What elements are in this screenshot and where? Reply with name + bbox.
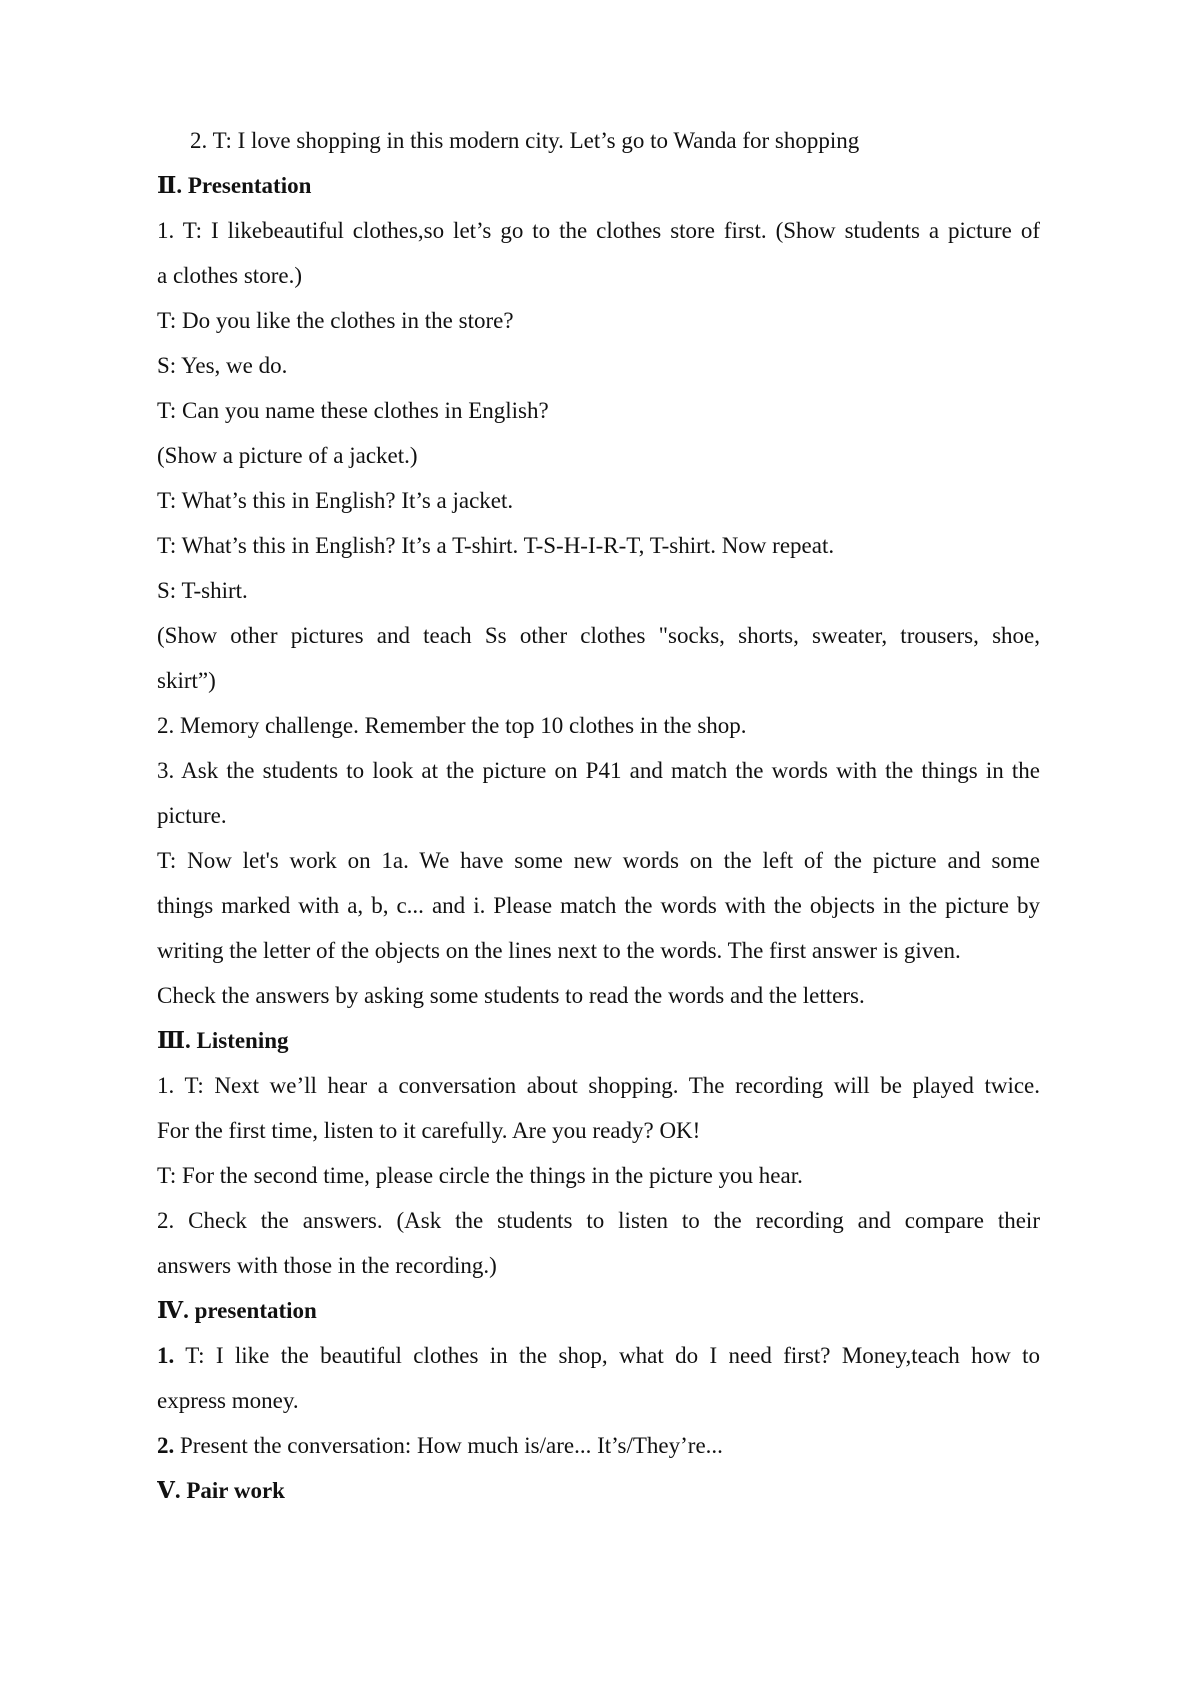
item-number: 1.	[157, 1343, 175, 1368]
section-heading-presentation-2: Ⅳ. presentation	[157, 1298, 317, 1323]
text-line: T: What’s this in English? It’s a jacket.	[157, 488, 514, 513]
item-number: 2.	[157, 1433, 175, 1458]
text-line: things marked with a, b, c... and i. Please match the words with the objects in the picture by	[157, 893, 1040, 918]
text-line: answers with those in the recording.)	[157, 1253, 497, 1278]
text-line: 1. T: Next we’ll hear a conversation about shopping. The recording will be played twice.	[157, 1073, 1040, 1098]
text-line: Check the answers by asking some students to read the words and the letters.	[157, 983, 865, 1008]
item-text: Present the conversation: How much is/are... It’s/They’re...	[174, 1433, 723, 1458]
text-line: a clothes store.)	[157, 263, 302, 288]
section-heading-listening: Ⅲ. Listening	[157, 1028, 289, 1053]
text-line: T: Do you like the clothes in the store?	[157, 308, 514, 333]
text-line: 2. T: I love shopping in this modern city. Let’s go to Wanda for shopping	[190, 128, 860, 153]
text-line: (Show a picture of a jacket.)	[157, 443, 418, 468]
text-line: 3. Ask the students to look at the picture on P41 and match the words with the things in the	[157, 758, 1040, 783]
text-line: 1. T: I likebeautiful clothes,so let’s go to the clothes store first. (Show students a picture of	[157, 218, 1040, 243]
text-line: T: For the second time, please circle the things in the picture you hear.	[157, 1163, 803, 1188]
text-line: writing the letter of the objects on the lines next to the words. The first answer is given.	[157, 938, 961, 963]
text-line: T: Can you name these clothes in English?	[157, 398, 549, 423]
text-line: 2. Memory challenge. Remember the top 10 clothes in the shop.	[157, 713, 747, 738]
text-line: S: T-shirt.	[157, 578, 248, 603]
section-heading-pair-work: Ⅴ. Pair work	[157, 1478, 285, 1503]
text-line: picture.	[157, 803, 227, 828]
text-line	[157, 1423, 1040, 1468]
section-heading-presentation: Ⅱ. Presentation	[157, 173, 312, 198]
text-line: T: What’s this in English? It’s a T-shirt. T-S-H-I-R-T, T-shirt. Now repeat.	[157, 533, 835, 558]
text-line: (Show other pictures and teach Ss other clothes "socks, shorts, sweater, trousers, shoe,	[157, 623, 1040, 648]
item-text: T: I like the beautiful clothes in the shop, what do I need first? Money,teach how to	[174, 1343, 1040, 1368]
text-line	[157, 1333, 1040, 1378]
text-line: T: Now let's work on 1a. We have some new words on the left of the picture and some	[157, 848, 1040, 873]
text-line: For the first time, listen to it carefully. Are you ready? OK!	[157, 1118, 701, 1143]
text-line: 2. Check the answers. (Ask the students to listen to the recording and compare their	[157, 1208, 1040, 1233]
document-page	[157, 118, 1040, 1513]
text-line: S: Yes, we do.	[157, 353, 288, 378]
text-line: express money.	[157, 1388, 299, 1413]
text-line: skirt”)	[157, 668, 216, 693]
